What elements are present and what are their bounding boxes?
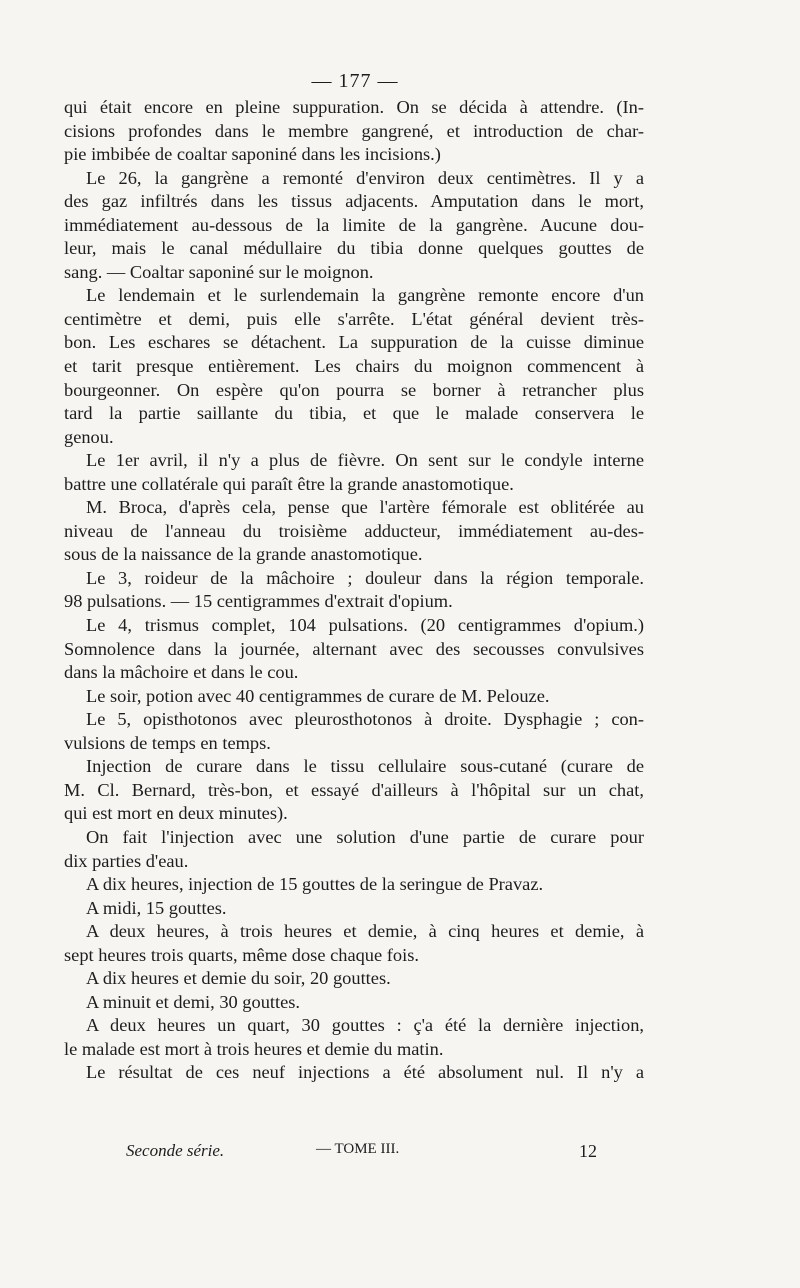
text-line: A midi, 15 gouttes. (86, 897, 227, 918)
text-line: bon. Les eschares se détachent. La suppuration de la cuisse diminue (64, 332, 644, 353)
text-line: Le 5, opisthotonos avec pleurosthotonos à droite. Dysphagie ; con- (86, 709, 644, 730)
text-line: centimètre et demi, puis elle s'arrête. L'état général devient très- (64, 308, 644, 329)
text-line: cisions profondes dans le membre gangrené, et introduction de char- (64, 120, 644, 141)
text-line: sous de la naissance de la grande anastomotique. (64, 544, 423, 565)
text-line: A deux heures, à trois heures et demie, à cinq heures et demie, à (86, 921, 644, 942)
text-line: pie imbibée de coaltar saponiné dans les incisions.) (64, 144, 441, 165)
text-line: 98 pulsations. — 15 centigrammes d'extrait d'opium. (64, 591, 453, 612)
text-line: Injection de curare dans le tissu cellulaire sous-cutané (curare de (86, 756, 644, 777)
text-line: A dix heures et demie du soir, 20 gouttes. (86, 968, 391, 989)
text-line: M. Broca, d'après cela, pense que l'artère fémorale est oblitérée au (86, 497, 644, 518)
text-line: On fait l'injection avec une solution d'une partie de curare pour (86, 826, 644, 847)
text-line: Le 3, roideur de la mâchoire ; douleur dans la région temporale. (86, 567, 644, 588)
text-line: Le résultat de ces neuf injections a été absolument nul. Il n'y a (86, 1062, 644, 1083)
text-line: Somnolence dans la journée, alternant avec des secousses convulsives (64, 638, 644, 659)
text-line: Le 4, trismus complet, 104 pulsations. (20 centigrammes d'opium.) (86, 615, 644, 636)
text-line: A dix heures, injection de 15 gouttes de la seringue de Pravaz. (86, 874, 544, 895)
text-line: A minuit et demi, 30 gouttes. (86, 991, 301, 1012)
text-line: qui est mort en deux minutes). (64, 803, 288, 824)
text-line: Le 26, la gangrène a remonté d'environ deux centimètres. Il y a (86, 167, 644, 188)
text-line: Le 1er avril, il n'y a plus de fièvre. On sent sur le condyle interne (86, 450, 644, 471)
text-line: vulsions de temps en temps. (64, 732, 271, 753)
page-number: — 177 — (311, 70, 399, 92)
text-line: des gaz infiltrés dans les tissus adjacents. Amputation dans le mort, (64, 191, 644, 212)
text-line: le malade est mort à trois heures et demie du matin. (64, 1038, 444, 1059)
tome-label: — TOME III. (316, 1141, 400, 1157)
text-line: qui était encore en pleine suppuration. On se décida à attendre. (In- (64, 97, 644, 117)
text-line: dans la mâchoire et dans le cou. (64, 662, 299, 683)
body-text (64, 96, 644, 1085)
text-line: et tarit presque entièrement. Les chairs du moignon commencent à (64, 356, 644, 377)
text-line: sept heures trois quarts, même dose chaque fois. (64, 944, 419, 965)
text-line: genou. (64, 426, 114, 447)
text-line: niveau de l'anneau du troisième adducteur, immédiatement au-des- (64, 520, 644, 541)
text-line: tard la partie saillante du tibia, et que le malade conservera le (64, 403, 644, 424)
text-line: Le lendemain et le surlendemain la gangrène remonte encore d'un (86, 285, 644, 306)
signature-mark: 12 (579, 1141, 597, 1161)
text-line: M. Cl. Bernard, très-bon, et essayé d'ailleurs à l'hôpital sur un chat, (64, 779, 644, 800)
text-line: immédiatement au-dessous de la limite de la gangrène. Aucune dou- (64, 214, 644, 235)
text-line: bourgeonner. On espère qu'on pourra se borner à retrancher plus (64, 379, 644, 400)
text-line: battre une collatérale qui paraît être la grande anastomotique. (64, 473, 514, 494)
text-line: dix parties d'eau. (64, 850, 189, 871)
text-line: leur, mais le canal médullaire du tibia donne quelques gouttes de (64, 238, 644, 259)
text-line: A deux heures un quart, 30 gouttes : ç'a été la dernière injection, (86, 1015, 644, 1036)
text-line: Le soir, potion avec 40 centigrammes de curare de M. Pelouze. (86, 685, 550, 706)
series-label: Seconde série. (126, 1141, 225, 1160)
text-line: sang. — Coaltar saponiné sur le moignon. (64, 261, 374, 282)
